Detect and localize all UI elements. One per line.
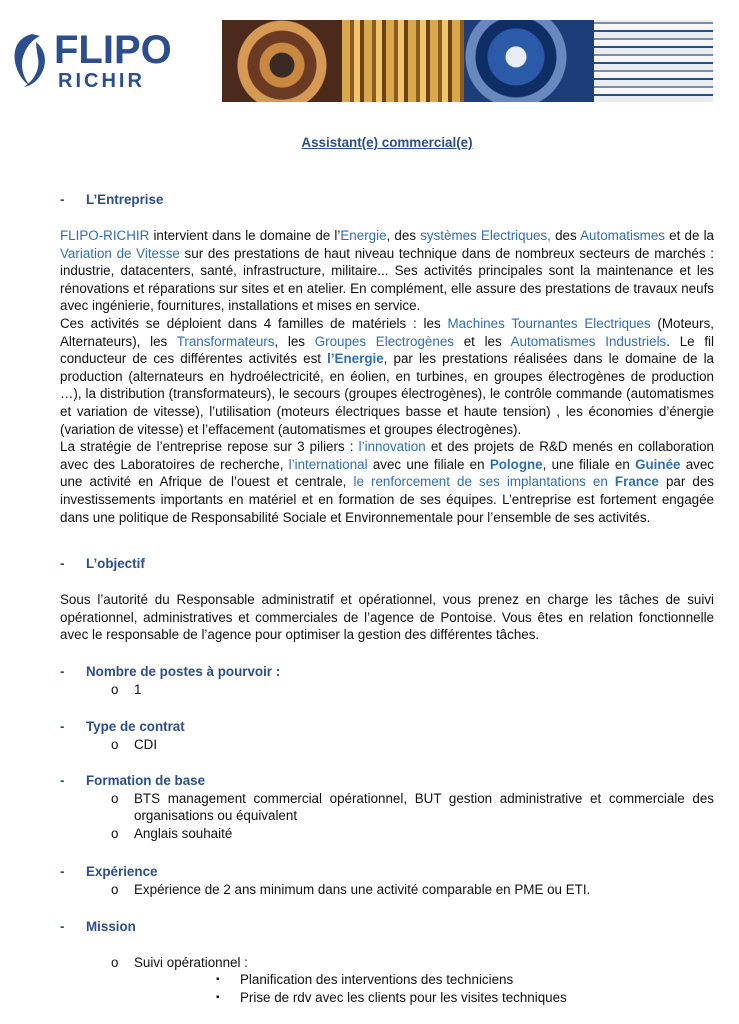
text-run: , une filiale en bbox=[542, 456, 636, 472]
list-item-text: CDI bbox=[134, 736, 158, 752]
heading-formation: Formation de base bbox=[86, 773, 206, 788]
text-run: intervient dans le domaine de l’ bbox=[149, 228, 341, 243]
circle-bullet: o bbox=[111, 736, 119, 752]
text-run: Pologne bbox=[489, 456, 543, 472]
text-run: , les bbox=[274, 333, 315, 349]
circle-bullet: o bbox=[111, 881, 119, 897]
sub-list-item bbox=[60, 971, 714, 989]
section-objectif-body bbox=[60, 591, 714, 644]
list-item-text: Expérience de 2 ans minimum dans une activité comparable en PME ou ETI. bbox=[134, 881, 591, 897]
section-contrat bbox=[60, 718, 714, 753]
list-item bbox=[60, 681, 714, 699]
heading-mission: Mission bbox=[86, 919, 136, 934]
list-item bbox=[60, 790, 714, 825]
list-item-text: Suivi opérationnel : bbox=[134, 954, 248, 970]
text-run: avec une activité en Afrique de l’ouest et centrale, bbox=[60, 456, 714, 490]
text-run: avec une filiale en bbox=[367, 456, 490, 472]
dash-marker: - bbox=[60, 864, 65, 879]
text-run: Variation de Vitesse bbox=[60, 245, 180, 261]
text-run: , par les prestations réalisées dans le domaine de la production (alternateurs en hydroélectricité, en éolien, en turbines, en groupes électrogènes de production …), la distribution (transformateurs), le secours (groupes électrogènes), le contrôle commande (automatismes et variation de vitesse), l’utilisation (moteurs électriques basse et haute tension) , les économies d’énergie (variation de vitesse) et l’effacement (automatismes et groupes électrogènes). bbox=[60, 351, 714, 437]
section-postes bbox=[60, 663, 714, 698]
text-run: , des bbox=[386, 228, 421, 243]
list-item-text: 1 bbox=[134, 681, 142, 697]
text-run: l’Energie bbox=[327, 351, 384, 367]
text-run: Automatismes Industriels bbox=[510, 333, 667, 349]
paragraph-activites bbox=[60, 315, 714, 438]
text-run: La stratégie de l’entreprise repose sur 3 piliers : bbox=[60, 439, 359, 455]
square-bullet: ▪ bbox=[216, 991, 220, 1003]
list-item bbox=[60, 736, 714, 754]
heading-contrat: Type de contrat bbox=[86, 719, 185, 734]
dash-marker: - bbox=[60, 719, 65, 734]
dash-marker: - bbox=[60, 556, 65, 571]
text-run: des bbox=[550, 228, 581, 243]
paragraph-strategie bbox=[60, 438, 714, 526]
logo-mark-icon bbox=[10, 32, 50, 88]
list-item-text: Prise de rdv avec les clients pour les visites techniques bbox=[240, 989, 567, 1005]
banner-image-transformer bbox=[342, 20, 464, 102]
dash-marker: - bbox=[60, 919, 65, 934]
text-run: et de la bbox=[664, 228, 714, 243]
text-run: (Moteurs, Alternateurs), les bbox=[60, 315, 714, 349]
section-entreprise-heading bbox=[60, 191, 714, 209]
text-run: et des projets de R&D menés en collaboration avec des Laboratoires de recherche, bbox=[60, 439, 714, 472]
page-header bbox=[0, 0, 739, 110]
section-formation bbox=[60, 772, 714, 842]
list-item bbox=[60, 881, 714, 899]
list-item bbox=[60, 954, 714, 972]
dash-marker: - bbox=[60, 192, 65, 207]
dash-marker: - bbox=[60, 664, 65, 679]
circle-bullet: o bbox=[111, 681, 119, 697]
text-run: France bbox=[614, 474, 659, 490]
circle-bullet: o bbox=[111, 825, 119, 841]
text-run: . Le fil conducteur de ces différentes activités est bbox=[60, 333, 714, 367]
page-title: Assistant(e) commercial(e) bbox=[301, 135, 473, 150]
section-objectif-heading bbox=[60, 555, 714, 573]
heading-experience: Expérience bbox=[86, 864, 158, 879]
text-run: l’international bbox=[288, 456, 368, 472]
company-name: FLIPO-RICHIR bbox=[60, 228, 150, 243]
text-run: l’innovation bbox=[358, 439, 426, 455]
banner-image-control-cabinet bbox=[594, 20, 713, 102]
logo-text-richir: RICHIR bbox=[58, 70, 145, 92]
text-run: Machines Tournantes Electriques bbox=[447, 315, 651, 331]
list-item bbox=[60, 825, 714, 843]
text-run: et les bbox=[453, 333, 511, 349]
dash-marker: - bbox=[60, 773, 65, 788]
heading-entreprise: L’Entreprise bbox=[86, 192, 164, 207]
text-run: par des investissements importants en matériel et en formation de ses équipes. L’entreprise est fortement engagée dans une politique de Responsabilité Sociale et Environnementale pour l’ensemble de ses activités. bbox=[60, 474, 714, 525]
text-run: sur des prestations de haut niveau technique dans de nombreux secteurs de marchés : industrie, datacenters, santé, infrastructure, militaire... Ses activités principales sont la maintenance et les rénovations et réparations sur sites et en atelier. En complément, elle assure des prestations de travaux neufs avec ingénierie, fournitures, installations et mises en service. bbox=[60, 245, 714, 314]
sub-list-item bbox=[60, 989, 714, 1007]
heading-objectif: L’objectif bbox=[86, 556, 145, 571]
list-item-text: Planification des interventions des techniciens bbox=[240, 972, 514, 988]
text-run: Energie bbox=[340, 228, 387, 243]
paragraph-objectif: Sous l’autorité du Responsable administratif et opérationnel, vous prenez en charge les tâches de suivi opérationnel, administratives et commerciales de l’agence de Pontoise. Vous êtes en relation fonctionnelle avec le responsable de l’agence pour optimiser la gestion des différentes tâches. bbox=[60, 592, 714, 643]
section-entreprise-body bbox=[60, 227, 714, 526]
list-item-text: BTS management commercial opérationnel, BUT gestion administrative et commerciale des organisations ou équivalent bbox=[134, 790, 714, 824]
square-bullet: ▪ bbox=[216, 974, 220, 986]
header-banner-images bbox=[222, 20, 713, 102]
text-run: Automatismes bbox=[580, 228, 665, 243]
text-run: Ces activités se déploient dans 4 familles de matériels : les bbox=[60, 315, 448, 331]
circle-bullet: o bbox=[111, 954, 119, 970]
list-item-text: Anglais souhaité bbox=[134, 825, 233, 841]
text-run: Groupes Electrogènes bbox=[314, 333, 454, 349]
flipo-richir-logo bbox=[10, 30, 200, 92]
section-mission bbox=[60, 918, 714, 1006]
text-run: systèmes Electriques, bbox=[420, 228, 551, 243]
banner-image-motor bbox=[464, 20, 594, 102]
logo-text-flipo: FLIPO bbox=[54, 28, 172, 72]
text-run: Guinée bbox=[635, 456, 681, 472]
text-run: Transformateurs bbox=[176, 333, 275, 349]
circle-bullet: o bbox=[111, 790, 119, 806]
paragraph-presentation bbox=[60, 227, 714, 315]
section-experience bbox=[60, 863, 714, 898]
text-run: le renforcement de ses implantations en bbox=[353, 474, 615, 490]
banner-image-stator bbox=[222, 20, 342, 102]
heading-postes: Nombre de postes à pourvoir : bbox=[86, 664, 281, 679]
